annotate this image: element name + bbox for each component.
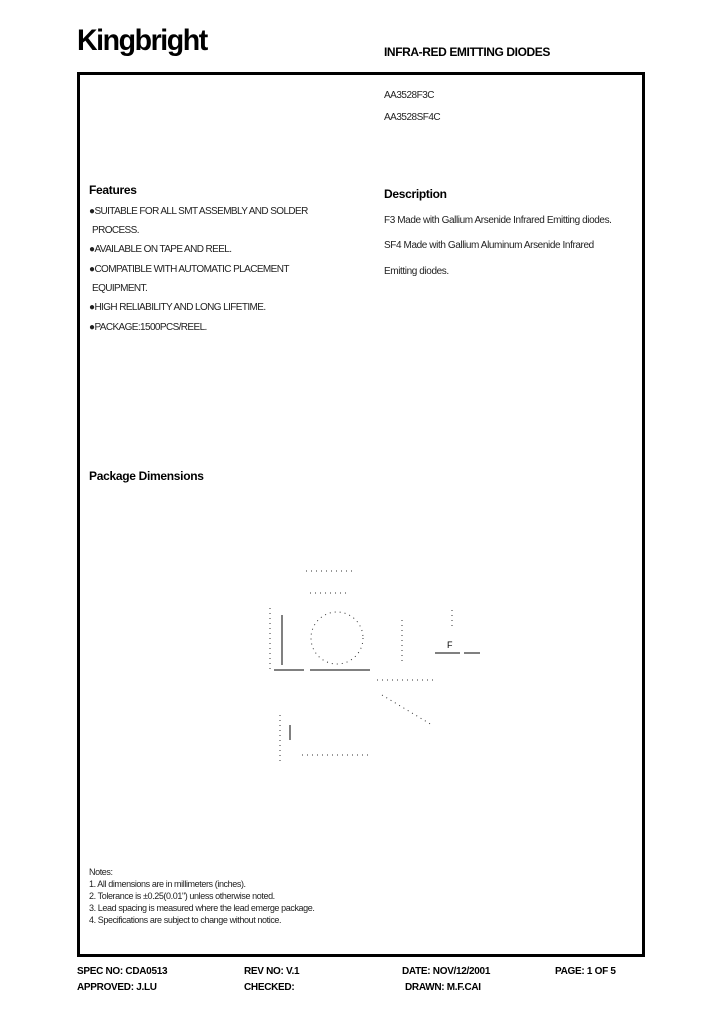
page-number: PAGE: 1 OF 5 <box>555 966 616 977</box>
description-line: SF4 Made with Gallium Aluminum Arsenide Infrared <box>384 240 594 251</box>
part-number: AA3528SF4C <box>384 112 441 123</box>
package-dimension-drawing <box>262 555 482 785</box>
description-line: Emitting diodes. <box>384 266 449 277</box>
approved-by: APPROVED: J.LU <box>77 982 157 993</box>
features-heading: Features <box>89 183 137 197</box>
note-item: 2. Tolerance is ±0.25(0.01") unless otherwise noted. <box>89 891 275 901</box>
content-frame <box>77 72 645 957</box>
drawn-by: DRAWN: M.F.CAI <box>405 982 481 993</box>
feature-line: ●PACKAGE:1500PCS/REEL. <box>89 322 207 333</box>
part-number: AA3528F3C <box>384 90 434 101</box>
note-item: 4. Specifications are subject to change without notice. <box>89 915 282 925</box>
note-item: 1. All dimensions are in millimeters (inches). <box>89 879 246 889</box>
package-dimensions-heading: Package Dimensions <box>89 469 204 483</box>
notes-heading: Notes: <box>89 867 113 877</box>
feature-line: PROCESS. <box>92 225 139 236</box>
document-date: DATE: NOV/12/2001 <box>402 966 491 977</box>
diagram-label: F <box>447 640 453 650</box>
revision-number: REV NO: V.1 <box>244 966 300 977</box>
feature-line: ●AVAILABLE ON TAPE AND REEL. <box>89 244 232 255</box>
feature-line: ●COMPATIBLE WITH AUTOMATIC PLACEMENT <box>89 264 289 275</box>
brand-logo: Kingbright <box>77 24 207 57</box>
feature-line: ●HIGH RELIABILITY AND LONG LIFETIME. <box>89 302 266 313</box>
feature-line: EQUIPMENT. <box>92 283 148 294</box>
feature-line: ●SUITABLE FOR ALL SMT ASSEMBLY AND SOLDER <box>89 206 308 217</box>
checked-by: CHECKED: <box>244 982 295 993</box>
spec-number: SPEC NO: CDA0513 <box>77 966 168 977</box>
note-item: 3. Lead spacing is measured where the lead emerge package. <box>89 903 315 913</box>
description-line: F3 Made with Gallium Arsenide Infrared Emitting diodes. <box>384 215 612 226</box>
document-title: INFRA-RED EMITTING DIODES <box>384 45 550 59</box>
description-heading: Description <box>384 187 447 201</box>
